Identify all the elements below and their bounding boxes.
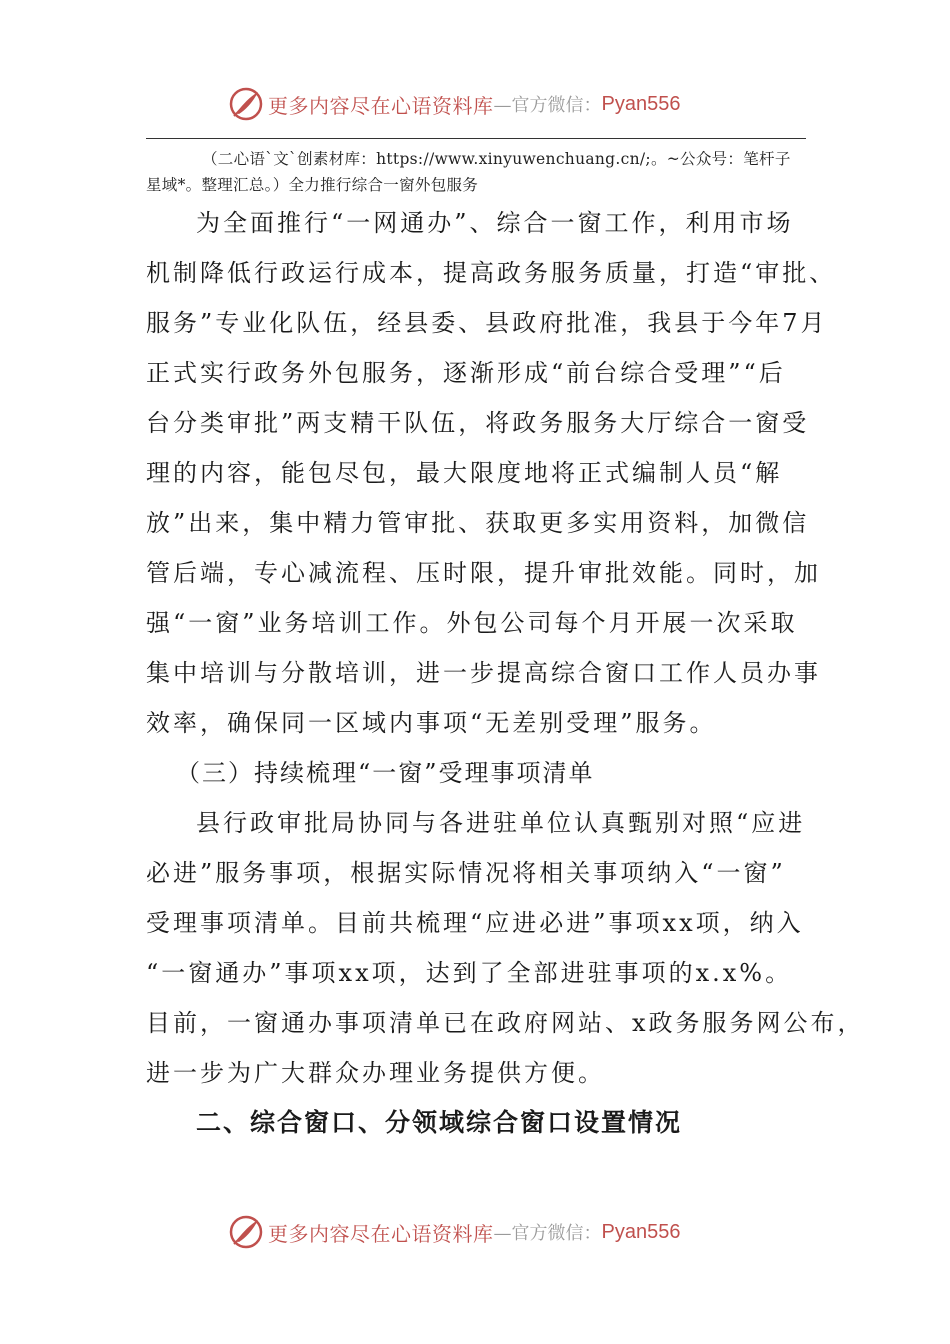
paragraph-line: 强“一窗”业务培训工作。外包公司每个月开展一次采取: [146, 609, 798, 637]
document-body: [146, 198, 865, 1148]
watermark-banner-bottom: [228, 1212, 748, 1252]
paragraph-line: 正式实行政务外包服务，逐渐形成“前台综合受理”“后: [146, 359, 786, 387]
paragraph-line: 进一步为广大群众办理业务提供方便。: [146, 1059, 605, 1087]
banner-suffix: —官方微信：: [493, 95, 602, 116]
section-heading-3: （三）持续梳理“一窗”受理事项清单: [176, 759, 595, 787]
paragraph-line: 效率，确保同一区域内事项“无差别受理”服务。: [146, 709, 717, 737]
paragraph-line: “一窗通办”事项xx项，达到了全部进驻事项的x.x%。: [146, 959, 793, 987]
paragraph-line: 服务”专业化队伍，经县委、县政府批准，我县于今年7月: [146, 309, 828, 337]
watermark-banner-top: [228, 84, 748, 124]
banner-title: 更多内容尽在心语资料库: [268, 93, 494, 118]
paragraph-line: 为全面推行“一网通办”、综合一窗工作，利用市场: [196, 209, 794, 237]
quill-logo-icon: [228, 86, 264, 122]
paragraph-line: 受理事项清单。目前共梳理“应进必进”事项xx项，纳入: [146, 909, 804, 937]
paragraph-line: 集中培训与分散培训，进一步提高综合窗口工作人员办事: [146, 659, 821, 687]
quill-logo-icon: [228, 1214, 264, 1250]
banner-suffix: —官方微信：: [493, 1223, 602, 1244]
chapter-heading-2: 二、综合窗口、分领域综合窗口设置情况: [196, 1108, 683, 1137]
paragraph-line: 理的内容，能包尽包，最大限度地将正式编制人员“解: [146, 459, 783, 487]
paragraph-line: 目前，一窗通办事项清单已在政府网站、x政务服务网公布，: [146, 1009, 865, 1037]
banner-wechat-id: Pyan556: [601, 92, 681, 115]
banner-wechat-id: Pyan556: [601, 1220, 681, 1243]
paragraph-line: 管后端，专心减流程、压时限，提升审批效能。同时，加: [146, 559, 821, 587]
header-rule: [146, 138, 806, 139]
paragraph-line: 机制降低行政运行成本，提高政务服务质量，打造“审批、: [146, 259, 837, 287]
header-note: （二心语`文`创素材库：https://www.xinyuwenchuang.cn/;。~公众号：笔杆子星域*。整理汇总。）全力推行综合一窗外包服务: [146, 150, 791, 194]
banner-title: 更多内容尽在心语资料库: [268, 1221, 494, 1246]
paragraph-line: 放”出来，集中精力管审批、获取更多实用资料，加微信: [146, 509, 810, 537]
paragraph-line: 必进”服务事项，根据实际情况将相关事项纳入“一窗”: [146, 859, 786, 887]
paragraph-line: 县行政审批局协同与各进驻单位认真甄别对照“应进: [196, 809, 806, 837]
paragraph-line: 台分类审批”两支精干队伍，将政务服务大厅综合一窗受: [146, 409, 810, 437]
